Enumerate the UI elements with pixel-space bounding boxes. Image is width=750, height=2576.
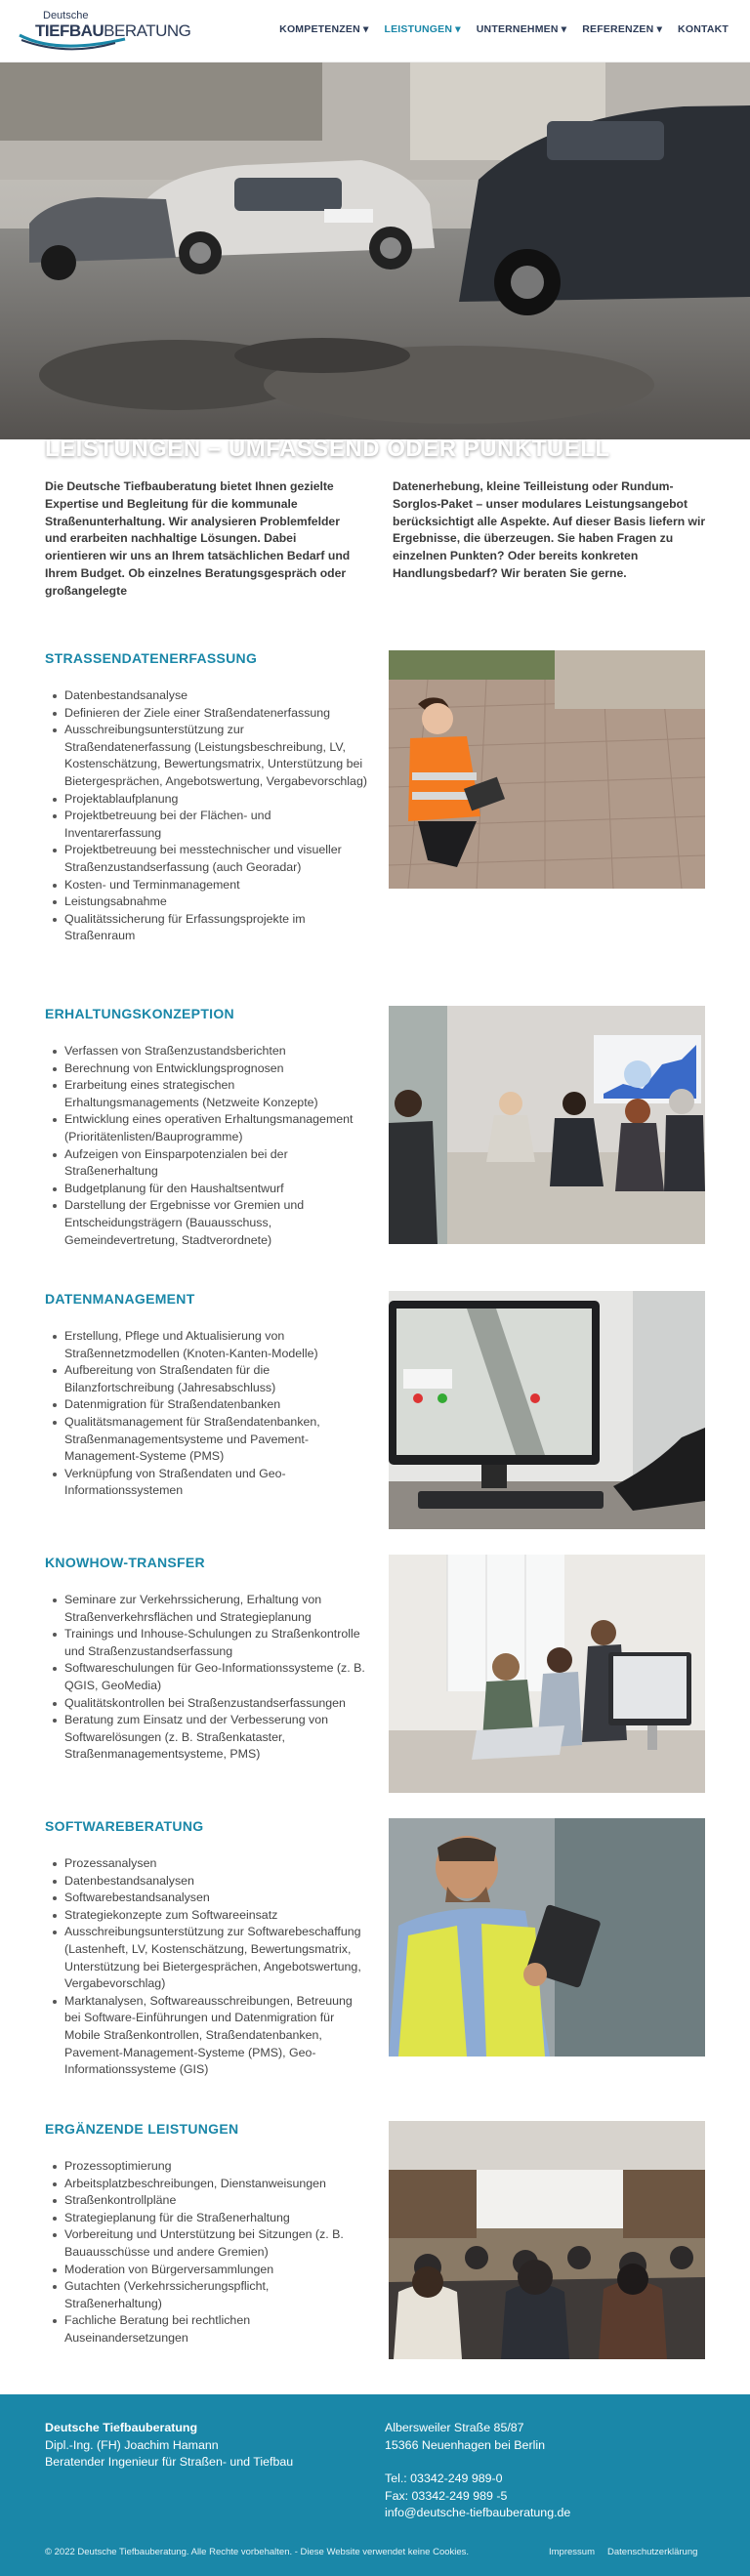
list-item: Verknüpfung von Straßendaten und Geo-Informationssystemen [45,1466,367,1500]
logo-bold-text: TIEFBAU [35,21,104,40]
list-item: Qualitätssicherung für Erfassungsprojekte im Straßenraum [45,911,367,945]
footer-company-name: Deutsche Tiefbauberatung [45,2421,198,2434]
footer-role: Beratender Ingenieur für Straßen- und Tiefbau [45,2455,294,2470]
footer-city: 15366 Neuenhagen bei Berlin [385,2437,545,2452]
footer-owner: Dipl.-Ing. (FH) Joachim Hamann [45,2437,219,2452]
list-item: Datenbestandsanalyse [45,687,367,705]
list-item: Definieren der Ziele einer Straßendatenerfassung [45,705,367,723]
list-item: Kosten- und Terminmanagement [45,877,367,894]
list-item: Prozessoptimierung [45,2158,367,2176]
logo-thin-text: BERATUNG [104,21,191,40]
list-item: Moderation von Bürgerversammlungen [45,2262,367,2279]
nav-item-kontakt[interactable] [678,23,729,35]
list-item: Marktanalysen, Softwareausschreibungen, Betreuung bei Software-Einführungen und Datenmigration für Mobile Straßenkontrollen, Straßendatenbanken, Pavement-Management-Systeme (PMS), Geo-Informationssysteme (GIS) [45,1993,367,2079]
nav-label: KOMPETENZEN [279,23,360,35]
list-item: Datenmigration für Straßendatenbanken [45,1396,367,1414]
list-item: Seminare zur Verkehrssicherung, Erhaltung von Straßenverkehrsflächen und Strategieplanung [45,1592,367,1626]
list-item: Projektbetreuung bei der Flächen- und Inventarerfassung [45,808,367,842]
nav-label: UNTERNEHMEN [476,23,559,35]
logo-swoosh-icon [18,31,179,53]
nav-item-referenzen[interactable] [582,23,662,35]
service-list [45,1328,367,1500]
section-title-softwareberatung: SOFTWAREBERATUNG [45,1818,204,1834]
intro-text-right: Datenerhebung, kleine Teilleistung oder Rundum-Sorglos-Paket – unser modulares Leistungsangebot berücksichtigt alle Aspekte. Auf dieser Basis liefern wir Ergebnisse, die überzeugen. Sie haben Fragen zu einzelnen Punkten? Oder bereits konkreten Handlungsbedarf? Wir beraten Sie gerne. [393,479,706,580]
list-item: Fachliche Beratung bei rechtlichen Auseinandersetzungen [45,2312,367,2347]
list-item: Qualitätskontrollen bei Straßenzustandserfassungen [45,1695,367,1713]
list-item: Projektbetreuung bei messtechnischer und visueller Straßenzustandserfassung (auch Georadar) [45,842,367,876]
footer-contact-block [385,2420,570,2522]
list-item: Ausschreibungsunterstützung zur Softwarebeschaffung (Lastenheft, LV, Kostenschätzung, Bewertungsmatrix, Unterstützung bei Bietergesprächen, Angebotswertung, Vergabevorschlag) [45,1924,367,1992]
list-item: Ausschreibungsunterstützung zur Straßendatenerfassung (Leistungsbeschreibung, LV, Kostenschätzung, Bewertungsmatrix, Unterstützung bei Bietergesprächen, Angebotswertung, Vergabevorschlag) [45,722,367,790]
list-item: Berechnung von Entwicklungsprognosen [45,1060,367,1078]
section-title-strassendatenerfassung: STRASSENDATENERFASSUNG [45,650,258,666]
footer-company-block [45,2420,293,2472]
chevron-down-icon: ▾ [656,23,663,35]
list-item: Aufzeigen von Einsparpotenzialen bei der Straßenerhaltung [45,1146,367,1181]
service-list [45,1043,367,1249]
list-item: Qualitätsmanagement für Straßendatenbanken, Straßenmanagementsysteme und Pavement-Management-Systeme (PMS) [45,1414,367,1466]
footer-copyright: © 2022 Deutsche Tiefbauberatung. Alle Rechte vorbehalten. - Diese Website verwendet keine Cookies. [45,2547,470,2557]
section-title-datenmanagement: DATENMANAGEMENT [45,1291,195,1307]
list-item: Strategiekonzepte zum Softwareeinsatz [45,1907,367,1925]
list-item: Straßenkontrollpläne [45,2192,367,2210]
chevron-down-icon: ▾ [561,23,567,35]
service-list [45,1592,367,1764]
training-photo [389,1555,705,1793]
section-title-ergaenzende-leistungen: ERGÄNZENDE LEISTUNGEN [45,2121,239,2137]
nav-label: REFERENZEN [582,23,654,35]
list-item: Datenbestandsanalysen [45,1873,367,1890]
intro-text-left: Die Deutsche Tiefbauberatung bietet Ihnen gezielte Expertise und Begleitung für die kommunale Straßenunterhaltung. Wir analysieren Problemfelder und erarbeiten nachhaltige Lösungen. Dabei orientieren wir uns an Ihrem tatsächlichen Bedarf und Ihrem Budget. Ob einzelnes Beratungsgespräch oder großangelegte [45,479,351,598]
logo-small-text: Deutsche [43,10,89,21]
list-item: Aufbereitung von Straßendaten für die Bilanzfortschreibung (Jahresabschluss) [45,1362,367,1396]
service-list [45,2158,367,2347]
service-list [45,1855,367,2079]
section-title-knowhow-transfer: KNOWHOW-TRANSFER [45,1555,205,1570]
footer-phone[interactable]: Tel.: 03342-249 989-0 [385,2472,503,2486]
list-item: Projektablaufplanung [45,791,367,809]
hero-image [0,62,750,462]
nav-item-leistungen[interactable] [384,23,460,35]
list-item: Strategieplanung für die Straßenerhaltung [45,2210,367,2227]
list-item: Budgetplanung für den Haushaltsentwurf [45,1181,367,1198]
chevron-down-icon: ▾ [363,23,369,35]
main-nav [279,23,729,35]
list-item: Erstellung, Pflege und Aktualisierung von Straßennetzmodellen (Knoten-Kanten-Modelle) [45,1328,367,1362]
meeting-photo [389,1006,705,1244]
service-list [45,687,367,945]
tablet-photo [389,1818,705,2057]
list-item: Leistungsabnahme [45,893,367,911]
list-item: Darstellung der Ergebnisse vor Gremien und Entscheidungsträgern (Bauausschuss, Gemeindevertretung, Stadtverordnete) [45,1197,367,1249]
footer-email-link[interactable]: info@deutsche-tiefbauberatung.de [385,2506,571,2520]
list-item: Vorbereitung und Unterstützung bei Sitzungen (z. B. Bauausschüsse und andere Gremien) [45,2226,367,2261]
nav-item-unternehmen[interactable] [477,23,566,35]
list-item: Beratung zum Einsatz und der Verbesserung von Softwarelösungen (z. B. Straßenkataster, Straßenmanagementsysteme, PMS) [45,1712,367,1764]
nav-label: KONTAKT [678,23,729,35]
list-item: Gutachten (Verkehrssicherungspflicht, Straßenerhaltung) [45,2278,367,2312]
list-item: Erarbeitung eines strategischen Erhaltungsmanagements (Netzweite Konzepte) [45,1077,367,1111]
chevron-down-icon: ▾ [455,23,461,35]
company-logo[interactable] [18,8,191,53]
list-item: Entwicklung eines operativen Erhaltungsmanagement (Prioritätenlisten/Bauprogramme) [45,1111,367,1145]
list-item: Softwareschulungen für Geo-Informationssysteme (z. B. QGIS, GeoMedia) [45,1660,367,1694]
list-item: Trainings und Inhouse-Schulungen zu Straßenkontrolle und Straßenzustandserfassung [45,1626,367,1660]
footer-street: Albersweiler Straße 85/87 [385,2421,524,2434]
list-item: Prozessanalysen [45,1855,367,1873]
list-item: Arbeitsplatzbeschreibungen, Dienstanweisungen [45,2176,367,2193]
footer-fax: Fax: 03342-249 989 -5 [385,2488,508,2503]
section-title-erhaltungskonzeption: ERHALTUNGSKONZEPTION [45,1006,234,1021]
list-item: Softwarebestandsanalysen [45,1890,367,1907]
site-header [0,0,750,62]
audience-photo [389,2121,705,2359]
nav-label: LEISTUNGEN [384,23,453,35]
monitor-photo [389,1291,705,1529]
page-title: LEISTUNGEN – UMFASSEND ODER PUNKTUELL [45,436,610,462]
privacy-link[interactable]: Datenschutzerklärung [607,2547,698,2557]
nav-item-kompetenzen[interactable] [279,23,368,35]
impressum-link[interactable]: Impressum [549,2547,595,2557]
inspector-photo [389,650,705,889]
list-item: Verfassen von Straßenzustandsberichten [45,1043,367,1060]
site-footer [0,2394,750,2576]
